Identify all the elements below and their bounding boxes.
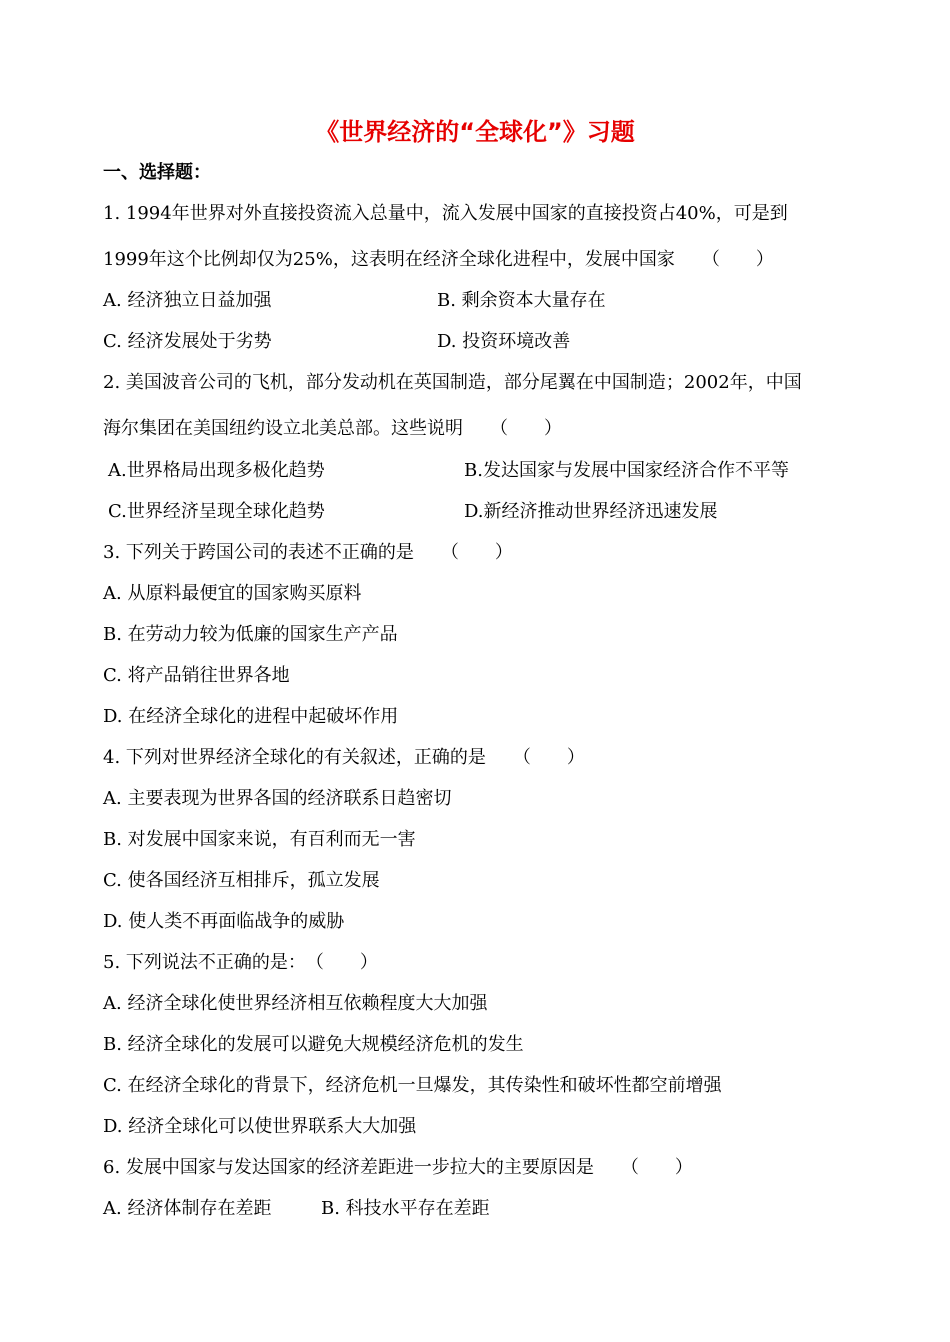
question-1-option-b: B. 剩余资本大量存在 bbox=[437, 290, 606, 311]
question-3-option-b: B. 在劳动力较为低廉的国家生产产品 bbox=[103, 624, 398, 645]
question-5-option-d: D. 经济全球化可以使世界联系大大加强 bbox=[103, 1116, 417, 1137]
question-3-stem: 3. 下列关于跨国公司的表述不正确的是 （ ） bbox=[103, 542, 513, 563]
question-6-options-row-1 bbox=[103, 1194, 863, 1224]
question-5-option-a: A. 经济全球化使世界经济相互依赖程度大大加强 bbox=[103, 993, 488, 1014]
page-title: 《世界经济的“全球化”》习题 bbox=[315, 118, 635, 146]
question-1-option-c: C. 经济发展处于劣势 bbox=[103, 331, 272, 352]
question-4-option-c: C. 使各国经济互相排斥，孤立发展 bbox=[103, 870, 380, 891]
question-1-options-row-1 bbox=[103, 286, 863, 316]
question-6-option-b: B. 科技水平存在差距 bbox=[321, 1198, 490, 1219]
question-1-stem-line-2: 1999年这个比例却仅为25%，这表明在经济全球化进程中，发展中国家 （ ） bbox=[103, 249, 774, 270]
question-2-options-row-1 bbox=[108, 456, 868, 486]
question-1-option-d: D. 投资环境改善 bbox=[437, 331, 571, 352]
question-4-stem: 4. 下列对世界经济全球化的有关叙述，正确的是 （ ） bbox=[103, 747, 585, 768]
question-4-option-d: D. 使人类不再面临战争的威胁 bbox=[103, 911, 345, 932]
question-2-options-row-2 bbox=[108, 497, 868, 527]
question-5-stem: 5. 下列说法不正确的是： （ ） bbox=[103, 952, 378, 973]
question-4-option-b: B. 对发展中国家来说，有百利而无一害 bbox=[103, 829, 416, 850]
question-1-options-row-2 bbox=[103, 327, 863, 357]
question-2-option-c: C.世界经济呈现全球化趋势 bbox=[108, 501, 325, 522]
section-heading: 一、选择题： bbox=[103, 162, 211, 183]
question-3-option-d: D. 在经济全球化的进程中起破坏作用 bbox=[103, 706, 399, 727]
question-2-stem-line-2: 海尔集团在美国纽约设立北美总部。这些说明 （ ） bbox=[103, 418, 562, 439]
question-2-option-a: A.世界格局出现多极化趋势 bbox=[108, 460, 325, 481]
question-1-option-a: A. 经济独立日益加强 bbox=[103, 290, 272, 311]
question-5-option-b: B. 经济全球化的发展可以避免大规模经济危机的发生 bbox=[103, 1034, 524, 1055]
question-6-stem: 6. 发展中国家与发达国家的经济差距进一步拉大的主要原因是 （ ） bbox=[103, 1157, 693, 1178]
question-2-option-d: D.新经济推动世界经济迅速发展 bbox=[464, 501, 718, 522]
question-3-option-a: A. 从原料最便宜的国家购买原料 bbox=[103, 583, 362, 604]
question-1-stem-line-1: 1. 1994年世界对外直接投资流入总量中，流入发展中国家的直接投资占40%，可是到 bbox=[103, 203, 788, 224]
question-3-option-c: C. 将产品销往世界各地 bbox=[103, 665, 290, 686]
question-6-option-a: A. 经济体制存在差距 bbox=[103, 1198, 272, 1219]
question-5-option-c: C. 在经济全球化的背景下，经济危机一旦爆发，其传染性和破坏性都空前增强 bbox=[103, 1075, 722, 1096]
question-4-option-a: A. 主要表现为世界各国的经济联系日趋密切 bbox=[103, 788, 452, 809]
question-2-stem-line-1: 2. 美国波音公司的飞机，部分发动机在英国制造，部分尾翼在中国制造；2002年，中国 bbox=[103, 372, 802, 393]
question-2-option-b: B.发达国家与发展中国家经济合作不平等 bbox=[464, 460, 789, 481]
